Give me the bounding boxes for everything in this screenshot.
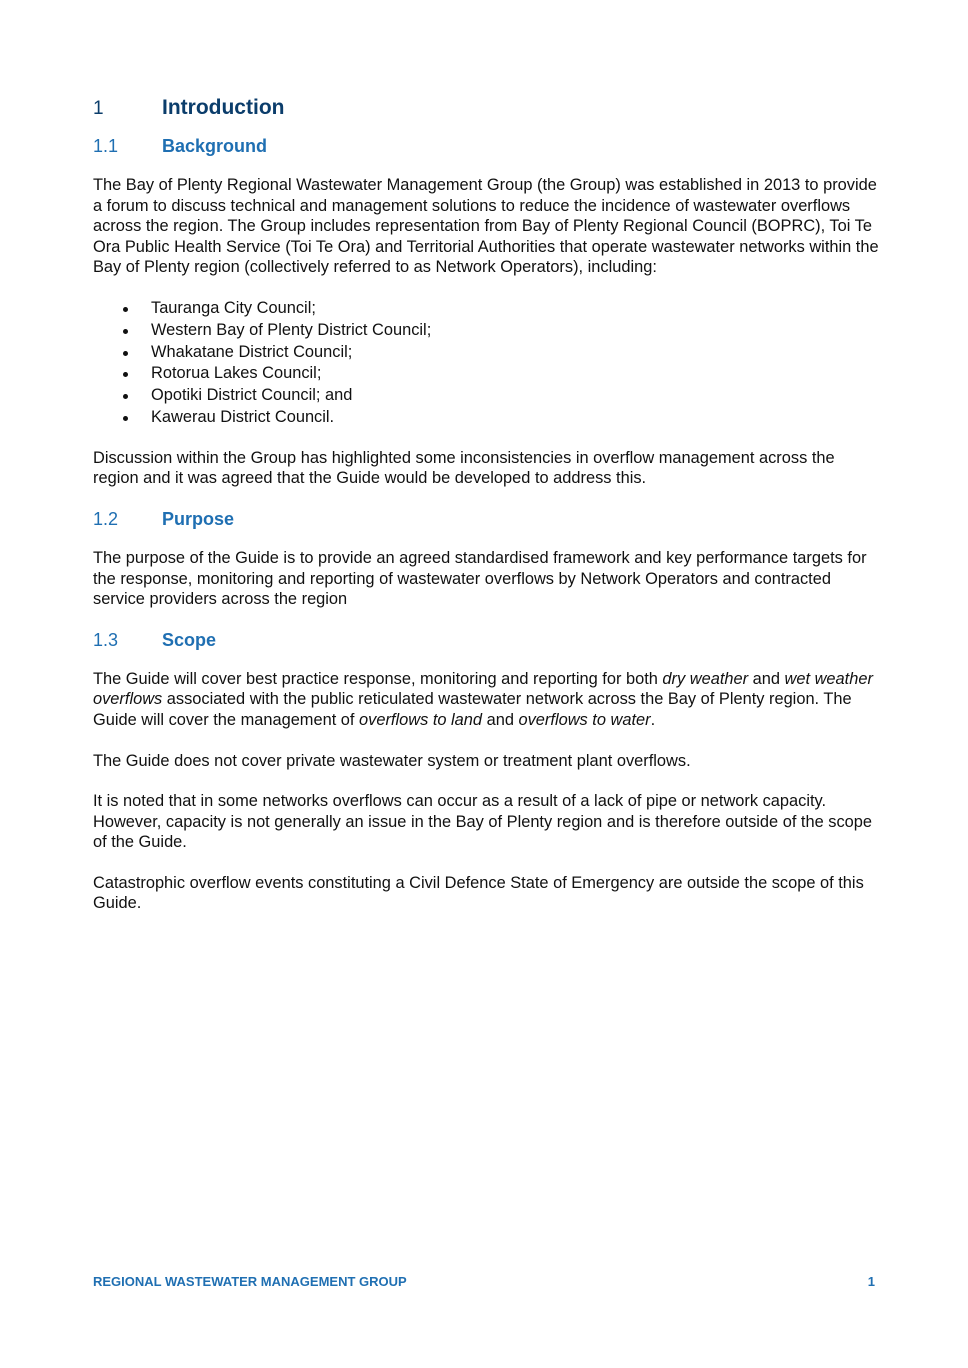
page-number: 1 xyxy=(867,1274,875,1289)
list-item xyxy=(93,298,883,320)
section-heading-introduction xyxy=(93,96,883,120)
background-paragraph-1: The Bay of Plenty Regional Wastewater Management Group (the Group) was established in 2013 to provide a forum to discuss technical and management solutions to reduce the incidence of wastewater overflows across the region. The Group includes representation from Bay of Plenty Regional Council (BOPRC), Toi Te Ora Public Health Service (Toi Te Ora) and Territorial Authorities that operate wastewater networks within the Bay of Plenty region (collectively referred to as Network Operators), including: xyxy=(93,176,879,277)
bullet-icon xyxy=(123,372,128,377)
scope-paragraph-2: The Guide does not cover private wastewater system or treatment plant overflows. xyxy=(93,751,691,770)
background-paragraph-2: Discussion within the Group has highlighted some inconsistencies in overflow management across the region and it was agreed that the Guide would be developed to address this. xyxy=(93,448,835,488)
scope-paragraph-1 xyxy=(93,669,883,731)
bullet-icon xyxy=(123,351,128,356)
section-title: Introduction xyxy=(162,96,285,119)
list-item-text: Opotiki District Council; and xyxy=(151,386,353,405)
list-item xyxy=(93,385,883,407)
subsection-number: 1.3 xyxy=(93,629,119,650)
subsection-title: Scope xyxy=(162,629,217,650)
purpose-paragraph-1: The purpose of the Guide is to provide an agreed standardised framework and key performance targets for the response, monitoring and reporting of wastewater overflows by Network Operators and contracted service providers across the region xyxy=(93,548,867,609)
subsection-heading-scope xyxy=(93,630,883,651)
list-item xyxy=(93,407,883,429)
italic-term: wet weather overflows xyxy=(93,669,873,709)
page-footer xyxy=(93,1274,875,1289)
text-run: . xyxy=(650,710,656,729)
subsection-title: Purpose xyxy=(162,508,235,529)
list-item xyxy=(93,320,883,342)
list-item-text: Tauranga City Council; xyxy=(151,298,316,317)
list-item-text: Whakatane District Council; xyxy=(151,342,353,361)
list-item xyxy=(93,342,883,364)
footer-organization: REGIONAL WASTEWATER MANAGEMENT GROUP xyxy=(93,1274,407,1289)
italic-term: overflows to land xyxy=(359,710,483,729)
section-number: 1 xyxy=(93,98,104,119)
bullet-icon xyxy=(123,394,128,399)
subsection-number: 1.1 xyxy=(93,136,119,156)
list-item-text: Rotorua Lakes Council; xyxy=(151,364,322,383)
scope-paragraph-4: Catastrophic overflow events constituting a Civil Defence State of Emergency are outside the scope of this Guide. xyxy=(93,873,864,913)
text-run: and xyxy=(482,710,519,729)
bullet-icon xyxy=(123,307,128,312)
list-item-text: Western Bay of Plenty District Council; xyxy=(151,320,432,339)
italic-term: overflows to water xyxy=(518,710,651,729)
scope-paragraph-3: It is noted that in some networks overflows can occur as a result of a lack of pipe or network capacity. However, capacity is not generally an issue in the Bay of Plenty region and is therefore outside of the scope of the Guide. xyxy=(93,792,873,852)
subsection-number: 1.2 xyxy=(93,508,119,529)
list-item xyxy=(93,363,883,385)
subsection-heading-purpose xyxy=(93,509,883,530)
document-page xyxy=(93,96,883,934)
network-operators-list xyxy=(93,298,883,429)
subsection-title: Background xyxy=(162,136,268,156)
italic-term: dry weather xyxy=(662,669,749,688)
text-run: and xyxy=(748,669,785,688)
text-run: associated with the public reticulated wastewater network across the Bay of Plenty region. The Guide will cover the management of xyxy=(93,690,852,729)
bullet-icon xyxy=(123,329,128,334)
list-item-text: Kawerau District Council. xyxy=(151,407,335,426)
bullet-icon xyxy=(123,416,128,421)
subsection-heading-background xyxy=(93,136,883,157)
text-run: The Guide will cover best practice response, monitoring and reporting for both xyxy=(93,669,663,688)
